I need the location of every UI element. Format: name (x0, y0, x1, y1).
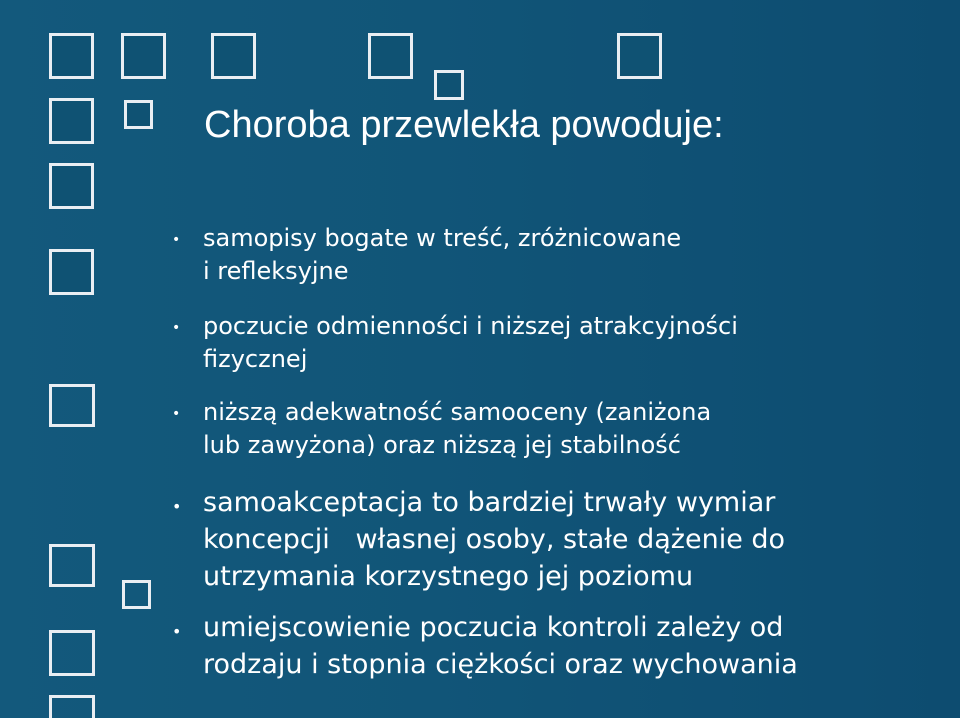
decor-square (49, 163, 94, 209)
bullet-icon: • (172, 497, 182, 516)
decor-square (49, 98, 94, 144)
bullet-line: poczucie odmienności i niższej atrakcyjności (203, 312, 738, 340)
bullet-line: niższą adekwatność samooceny (zaniżona (203, 398, 712, 426)
decor-square (49, 33, 94, 79)
bullet-item (172, 484, 942, 595)
bullet-line: lub zawyżona) oraz niższą jej stabilność (203, 431, 681, 459)
bullet-line: umiejscowienie poczucia kontroli zależy od (203, 612, 784, 643)
decor-square (368, 33, 413, 79)
bullet-line: i refleksyjne (203, 257, 349, 285)
decor-square (121, 33, 166, 79)
bullet-line: samopisy bogate w treść, zróżnicowane (203, 224, 682, 252)
decor-square-outline (49, 384, 95, 427)
bullet-icon: • (172, 232, 181, 248)
decor-square-outline (49, 630, 95, 676)
bullet-icon: • (172, 622, 182, 641)
decor-square-outline (122, 580, 151, 609)
bullet-line: rodzaju i stopnia ciężkości oraz wychowania (203, 649, 798, 680)
bullet-item (172, 310, 942, 376)
decor-square (124, 100, 153, 129)
decor-square (617, 33, 662, 79)
bullet-icon: • (172, 406, 181, 422)
bullet-line: samoakceptacja to bardziej trwały wymiar (203, 487, 776, 518)
bullet-item (172, 609, 942, 683)
bullet-line: utrzymania korzystnego jej poziomu (203, 561, 694, 592)
bullet-item (172, 222, 942, 288)
decor-square (211, 33, 256, 79)
bullet-line: fizycznej (203, 345, 308, 373)
decor-square (434, 70, 464, 100)
bullet-icon: • (172, 320, 181, 336)
decor-square (49, 249, 94, 295)
decor-square-outline (49, 544, 95, 587)
bullet-list (172, 222, 942, 683)
slide-title: Choroba przewlekła powoduje: (204, 104, 724, 146)
bullet-item (172, 396, 942, 462)
bullet-line: koncepcji własnej osoby, stałe dążenie do (203, 524, 786, 555)
decor-square-outline (49, 695, 95, 718)
